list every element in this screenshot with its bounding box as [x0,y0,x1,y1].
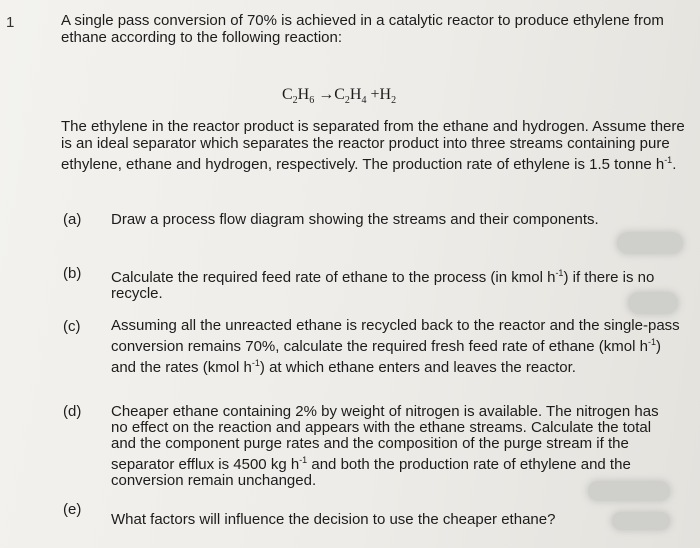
redaction-mark [628,292,678,314]
intro-paragraph: A single pass conversion of 70% is achieved in a catalytic reactor to produce ethylene from ethane according to the following reaction: [61,12,664,46]
part-a-label: (a) [63,211,82,228]
part-e-label: (e) [63,501,82,518]
part-d-label: (d) [63,403,82,420]
part-b-text: Calculate the required feed rate of ethane to the process (in kmol $h^{-1}$) if there is no recycle. [111,268,655,302]
description-paragraph: The ethylene in the reactor product is separated from the ethane and hydrogen. Assume there is an ideal separator which separates the reactor product into three streams containing pure ethylene, ethane and hydrogen, respectively. The production rate of ethylene is 1.5 tonne $h^{-1}$. [61,118,685,173]
reaction-arrow: → [318,86,335,103]
part-a-text: Draw a process flow diagram showing the streams and their components. [111,211,599,228]
question-number: 1 [6,14,15,31]
part-b-label: (b) [63,265,82,282]
part-d-text: Cheaper ethane containing 2% by weight of nitrogen is available. The nitrogen has no effect on the reaction and appears with the ethane streams. Calculate the total and the component purge rates and the composition of the purge stream if the separator efflux is 4500 kg $h^{-1}$ and both the production rate of ethylene and the conversion remain unchanged. [111,403,659,489]
part-c-label: (c) [63,318,81,335]
reaction-equation: $C_2H_6 \to C_2H_4 +H_2$ [282,86,397,107]
part-c-text: Assuming all the unreacted ethane is recycled back to the reactor and the single-pass conversion remains 70%, calculate the required fresh feed rate of ethane (kmol $h^{-1}$) and the rates (kmol $h^{-1}$) at which ethane enters and leaves the reactor. [111,317,680,376]
part-e-text: What factors will influence the decision to use the cheaper ethane? [111,511,556,528]
redaction-mark [617,232,683,254]
redaction-mark [612,512,670,530]
redaction-mark [588,481,670,501]
